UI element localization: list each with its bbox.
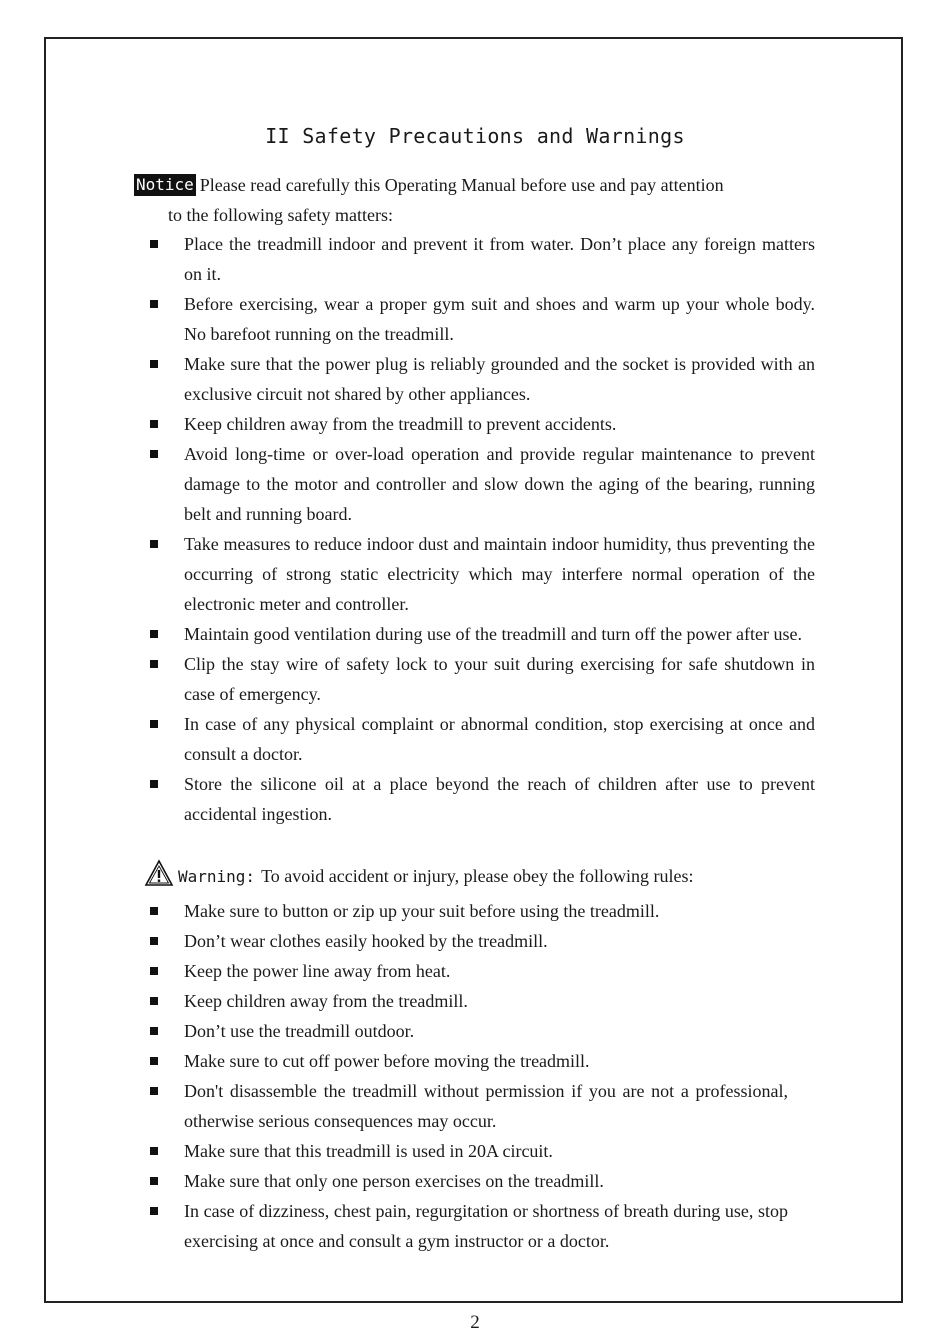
list-item	[148, 349, 815, 409]
square-bullet-icon	[150, 1207, 158, 1215]
list-item	[148, 649, 815, 709]
list-item	[148, 956, 788, 986]
list-item	[148, 1196, 788, 1256]
square-bullet-icon	[150, 997, 158, 1005]
safety-list	[148, 229, 815, 829]
square-bullet-icon	[150, 967, 158, 975]
list-item	[148, 1136, 788, 1166]
warning-list	[148, 896, 788, 1256]
square-bullet-icon	[150, 780, 158, 788]
list-item-text: Make sure that this treadmill is used in 20A circuit.	[184, 1141, 553, 1161]
warning-text: To avoid accident or injury, please obey the following rules:	[261, 866, 694, 886]
list-item-text: Don’t use the treadmill outdoor.	[184, 1021, 415, 1041]
square-bullet-icon	[150, 1057, 158, 1065]
list-item	[148, 529, 815, 619]
list-item	[148, 1076, 788, 1136]
square-bullet-icon	[150, 660, 158, 668]
square-bullet-icon	[150, 240, 158, 248]
square-bullet-icon	[150, 907, 158, 915]
list-item	[148, 619, 815, 649]
list-item-text: Make sure that only one person exercises on the treadmill.	[184, 1171, 604, 1191]
list-item-text: Make sure that the power plug is reliably grounded and the socket is provided with an exclusive circuit not shared by other appliances.	[184, 354, 815, 404]
list-item-text: Don’t wear clothes easily hooked by the treadmill.	[184, 931, 548, 951]
list-item-text: Don't disassemble the treadmill without permission if you are not a professional, otherwise serious consequences may occur.	[184, 1081, 788, 1131]
list-item	[148, 986, 788, 1016]
warning-triangle-icon	[144, 859, 174, 887]
list-item	[148, 229, 815, 289]
list-item-text: Clip the stay wire of safety lock to your suit during exercising for safe shutdown in case of emergency.	[184, 654, 815, 704]
list-item-text: Keep the power line away from heat.	[184, 961, 451, 981]
list-item-text: Store the silicone oil at a place beyond the reach of children after use to prevent accidental ingestion.	[184, 774, 815, 824]
notice-continuation: to the following safety matters:	[168, 205, 393, 225]
list-item-text: Keep children away from the treadmill to prevent accidents.	[184, 414, 617, 434]
list-item-text: Make sure to cut off power before moving the treadmill.	[184, 1051, 590, 1071]
square-bullet-icon	[150, 300, 158, 308]
list-item	[148, 289, 815, 349]
square-bullet-icon	[150, 450, 158, 458]
notice-line	[134, 170, 815, 200]
notice-block	[134, 170, 815, 230]
section-title: II Safety Precautions and Warnings	[265, 124, 685, 148]
list-item	[148, 439, 815, 529]
list-item	[148, 1016, 788, 1046]
list-item-text: Before exercising, wear a proper gym suit and shoes and warm up your whole body. No barefoot running on the treadmill.	[184, 294, 815, 344]
square-bullet-icon	[150, 1027, 158, 1035]
list-item-text: Make sure to button or zip up your suit before using the treadmill.	[184, 901, 660, 921]
notice-text: Please read carefully this Operating Manual before use and pay attention	[199, 175, 724, 195]
warning-label: Warning:	[178, 867, 256, 886]
list-item	[148, 409, 815, 439]
list-item-text: In case of dizziness, chest pain, regurgitation or shortness of breath during use, stop exercising at once and consult a gym instructor or a doctor.	[184, 1201, 788, 1251]
list-item-text: Maintain good ventilation during use of the treadmill and turn off the power after use.	[184, 624, 803, 644]
list-item	[148, 896, 788, 926]
list-item	[148, 926, 788, 956]
list-item	[148, 709, 815, 769]
square-bullet-icon	[150, 937, 158, 945]
notice-tag: Notice	[136, 175, 194, 194]
warning-line	[144, 859, 824, 893]
square-bullet-icon	[150, 1087, 158, 1095]
list-item-text: Avoid long-time or over-load operation and provide regular maintenance to prevent damage to the motor and controller and slow down the aging of the bearing, running belt and running board.	[184, 444, 815, 524]
square-bullet-icon	[150, 1147, 158, 1155]
list-item-text: Take measures to reduce indoor dust and maintain indoor humidity, thus preventing the occurring of strong static electricity which may interfere normal operation of the electronic meter and controller.	[184, 534, 815, 614]
list-item-text: Keep children away from the treadmill.	[184, 991, 468, 1011]
list-item	[148, 1166, 788, 1196]
square-bullet-icon	[150, 420, 158, 428]
square-bullet-icon	[150, 540, 158, 548]
square-bullet-icon	[150, 630, 158, 638]
list-item-text: In case of any physical complaint or abnormal condition, stop exercising at once and consult a doctor.	[184, 714, 815, 764]
page-number: 2	[470, 1312, 480, 1333]
list-item	[148, 769, 815, 829]
list-item	[148, 1046, 788, 1076]
list-item-text: Place the treadmill indoor and prevent it from water. Don’t place any foreign matters on it.	[184, 234, 815, 284]
square-bullet-icon	[150, 1177, 158, 1185]
square-bullet-icon	[150, 720, 158, 728]
square-bullet-icon	[150, 360, 158, 368]
